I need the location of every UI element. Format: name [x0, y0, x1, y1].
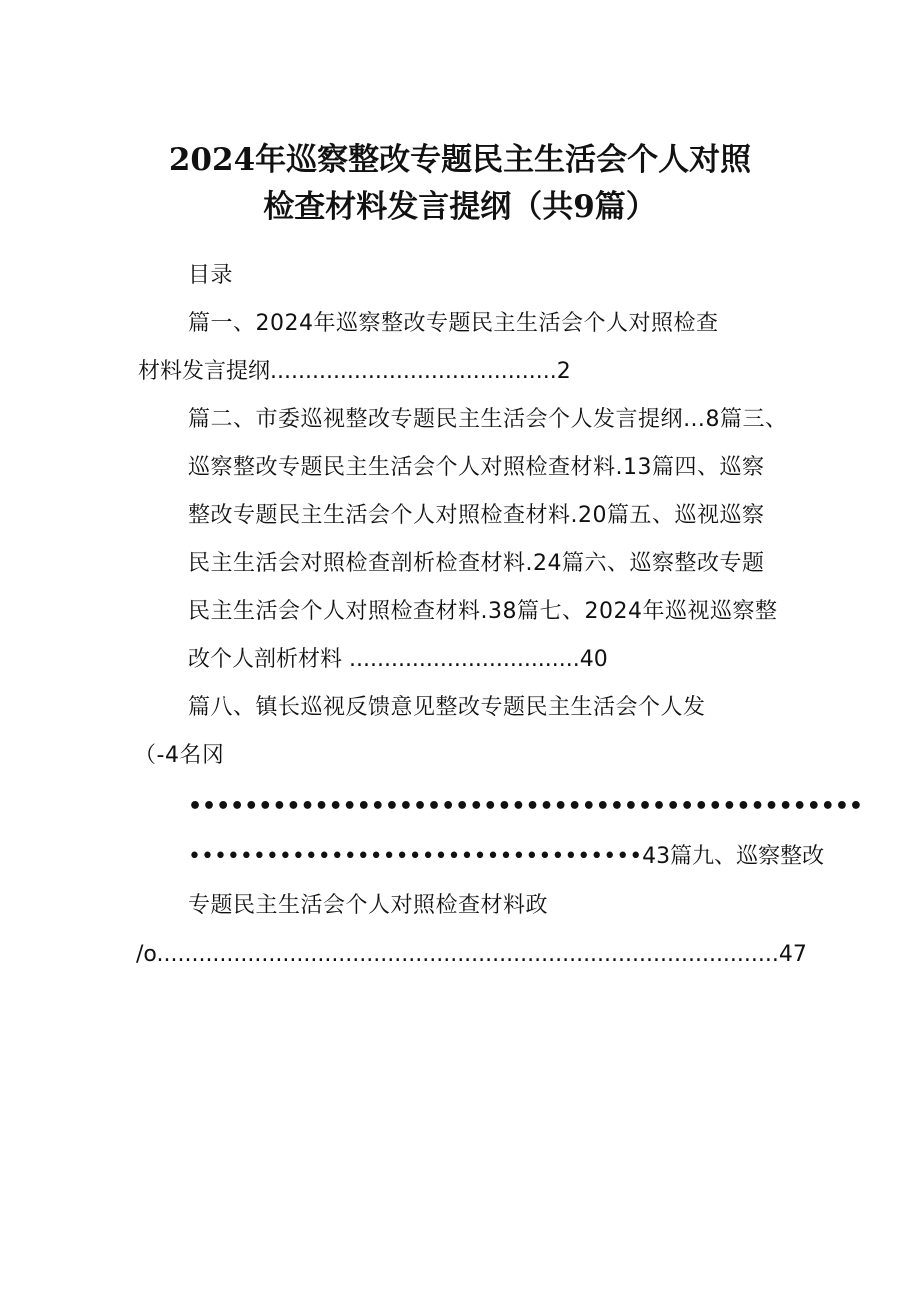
toc-entry-3-line[interactable]: 巡察整改专题民主生活会个人对照检查材料.13篇四、巡察 [188, 455, 765, 480]
toc-entry-8-line-2[interactable]: （-4名冈 [134, 743, 225, 768]
toc-heading: 目录 [188, 263, 234, 288]
toc-entry-1-line-1[interactable]: 篇一、2024年巡察整改专题民主生活会个人对照检查 [188, 311, 719, 336]
toc-entry-7-line[interactable]: 改个人剖析材料 .................................40 [188, 647, 608, 672]
document-title-line-2: 检查材料发言提纲（共9篇） [263, 189, 657, 225]
toc-entry-1-line-2[interactable]: 材料发言提纲.........................................2 [138, 359, 571, 384]
toc-entry-9-line-3[interactable]: /o.........................................................................................47 [136, 942, 807, 967]
toc-entry-6-line[interactable]: 民主生活会个人对照检查材料.38篇七、2024年巡视巡察整 [188, 599, 778, 624]
toc-dot-leader: •••••••••••••••••••••••••••••••••••••••••••••••• [188, 794, 863, 819]
document-title-line-1: 2024年巡察整改专题民主生活会个人对照 [168, 142, 752, 178]
toc-entry-9-line-2[interactable]: 专题民主生活会个人对照检查材料政 [188, 893, 549, 918]
toc-entry-2-line[interactable]: 篇二、市委巡视整改专题民主生活会个人发言提纲…8篇三、 [188, 407, 788, 432]
toc-entry-5-line[interactable]: 民主生活会对照检查剖析检查材料.24篇六、巡察整改专题 [188, 551, 765, 576]
toc-entry-4-line[interactable]: 整改专题民主生活会个人对照检查材料.20篇五、巡视巡察 [188, 503, 765, 528]
toc-entry-9-line-1[interactable]: •••••••••••••••••••••••••••••••••••43篇九、巡察整改 [188, 844, 825, 869]
toc-entry-8-line-1[interactable]: 篇八、镇长巡视反馈意见整改专题民主生活会个人发 [188, 695, 706, 720]
